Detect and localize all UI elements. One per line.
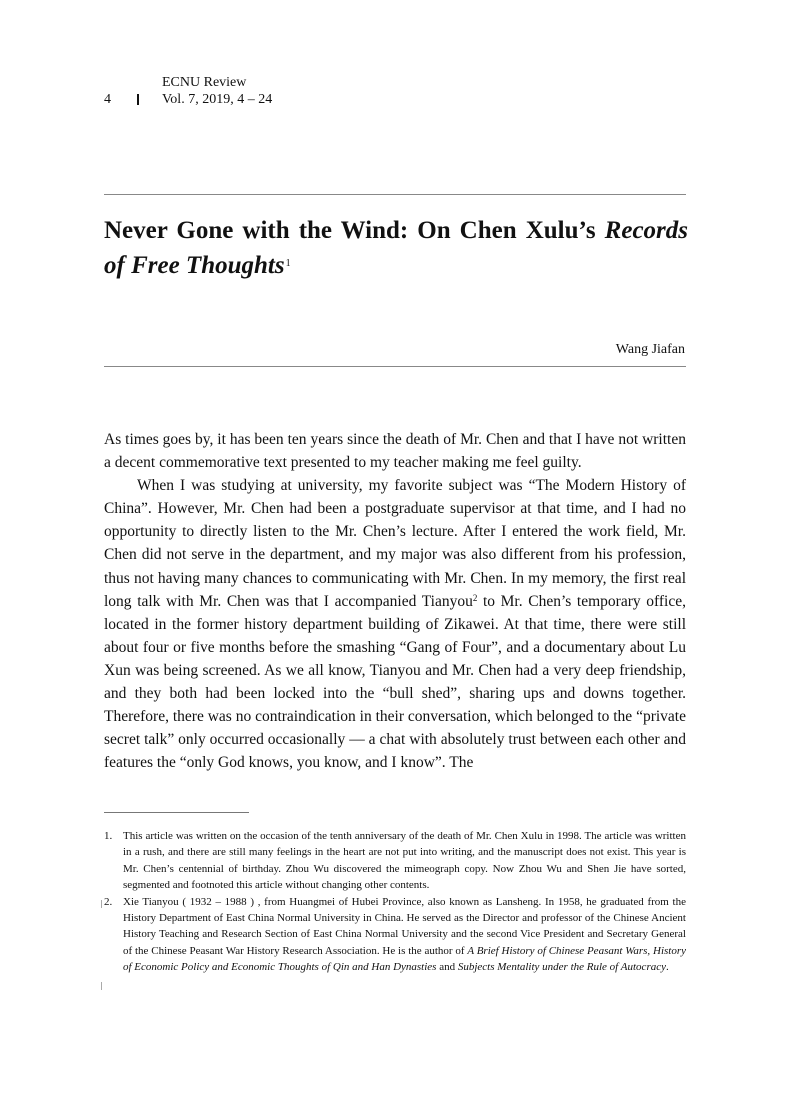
- book-titles: A Brief History of Chinese Peasant Wars, History of Economic Policy and Economic Thoughts of Qin and Han Dynasties: [123, 944, 687, 974]
- paragraph-1: As times goes by, it has been ten years since the death of Mr. Chen and that I have not written a decent commemorative text presented to my teacher making me feel guilty.: [104, 431, 686, 472]
- footnote-2-number: 2.: [104, 895, 113, 908]
- footnote-ref-2[interactable]: 2: [472, 592, 478, 603]
- footnote-1-text: This article was written on the occasion of the tenth anniversary of the death of Mr. Chen Xulu in 1998. The article was written in a rush, and there are still many feelings in the heart are not put into writing, and the manuscript does not exist. This year is Mr. Chen’s centennial of birthday. Zhou Wu discovered the mimeograph copy. Now Zhou Wu and Shen Jie have sorted, segmented and footnoted this article without changing other contents.: [123, 830, 686, 892]
- title-top-rule: [104, 194, 686, 195]
- title-bottom-rule: [104, 366, 686, 367]
- page-number: 4: [104, 92, 111, 107]
- volume-info: Vol. 7, 2019, 4 – 24: [162, 92, 273, 107]
- article-title: Never Gone with the Wind: On Chen Xulu’s Records of Free Thoughts$^1$: [104, 217, 688, 279]
- footnote-1: [104, 828, 686, 894]
- journal-name: ECNU Review: [162, 75, 247, 90]
- margin-mark: [101, 900, 102, 908]
- footnote-divider: [104, 812, 249, 813]
- footnote-2: 2. Xie Tianyou ( 1932 – 1988 ) , from Huangmei of Hubei Province, also known as Lansheng. In 1958, he graduated from the History Department of East China Normal University in China. He served as the Director and professor of the Chinese Ancient History Teaching and Research Section of East China Normal University and the second Vice President and Secretary General of the Chinese Peasant War History Research Association. He is the author of A Brief History of Chinese Peasant Wars, History of Economic Policy and Economic Thoughts of Qin and Han Dynasties and Subjects Mentality under the Rule of Autocracy.: [104, 894, 686, 976]
- title-footnote-mark[interactable]: 1: [285, 258, 291, 269]
- header-separator: [137, 94, 139, 105]
- article-body: [104, 428, 686, 774]
- paragraph-2: When I was studying at university, my favorite subject was “The Modern History of China”. However, Mr. Chen had been a postgraduate supervisor at that time, and I had no opportunity to directly listen to the Mr. Chen’s lecture. After I entered the work field, Mr. Chen did not serve in the department, and my major was also different from his profession, thus not having many chances to communicating with Mr. Chen. In my memory, the first real long talk with Mr. Chen was that I accompanied Tianyou$^2$ to Mr. Chen’s temporary office, located in the former history department building of Zikawei. At that time, there were still about four or five months before the smashing “Gang of Four”, and a documentary about Lu Xun was being screened. As we all know, Tianyou and Mr. Chen had a very deep friendship, and they both had been locked into the “bull shed”, sharing ups and downs together. Therefore, there was no contraindication in their conversation, which belonged to the “private secret talk” only occurred occasionally — a chat with absolutely trust between each other and features the “only God knows, you know, and I know”. The: [104, 477, 686, 772]
- title-italic-part-1: Records: [604, 217, 688, 244]
- margin-mark: [101, 982, 102, 990]
- book-title: Subjects Mentality under the Rule of Autocracy: [457, 961, 666, 974]
- footnotes: [104, 828, 686, 976]
- author-name: Wang Jiafan: [615, 342, 685, 357]
- title-italic-part-2: of Free Thoughts: [104, 252, 285, 279]
- footnote-1-number: 1.: [104, 830, 113, 842]
